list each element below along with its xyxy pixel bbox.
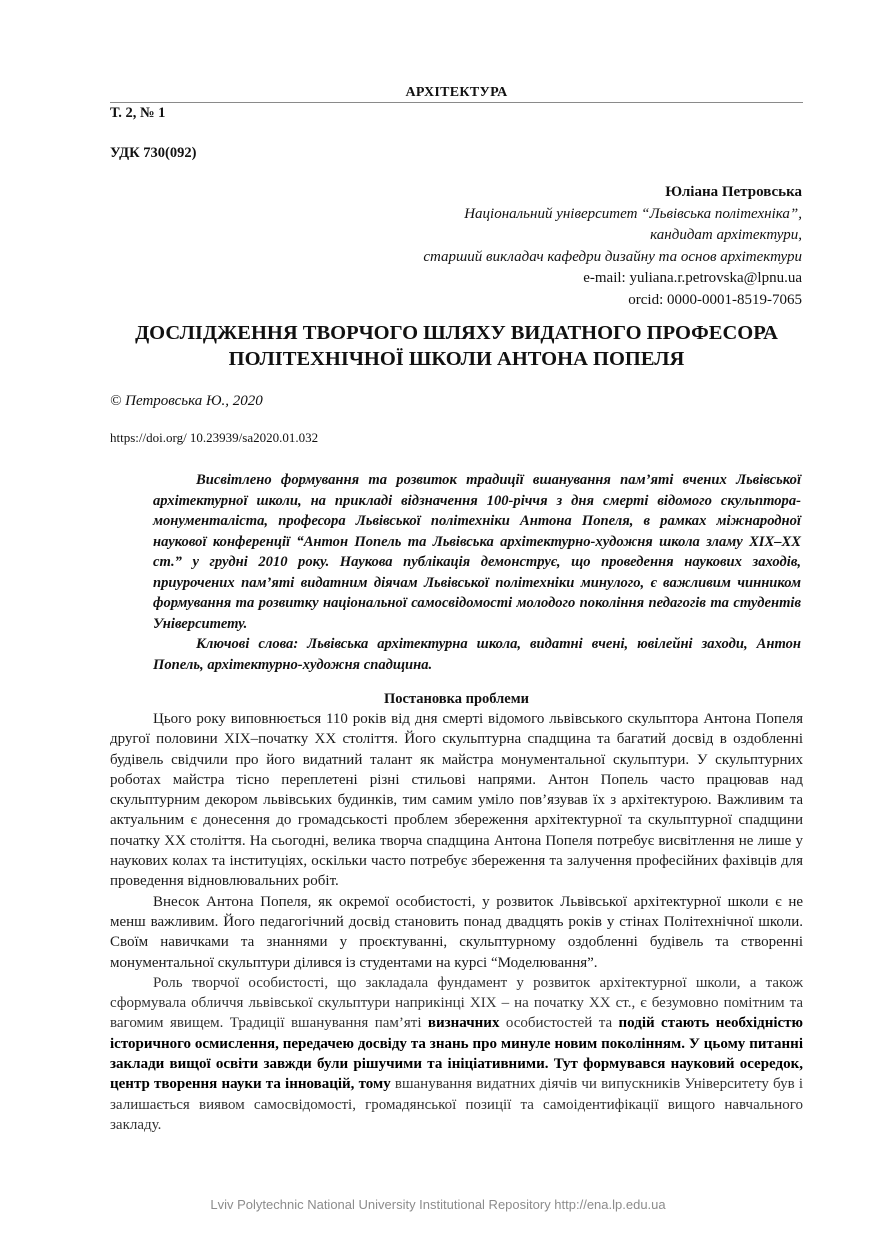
paragraph-3-part-1: Роль творчої особистості, що закладала фундамент у розвиток архітектурної школи, а також сформувала обличчя львівської скульптури наприкінці XIX – на початку XX ст., є безумовно помітним та вагомим явищем. Традиції вшанування пам’яті <box>110 974 803 1032</box>
author-orcid: orcid: 0000-0001-8519-7065 <box>628 291 802 308</box>
author-affiliation-line: Національний університет “Львівська політехніка”, <box>464 205 802 222</box>
section-heading: Постановка проблеми <box>384 691 529 707</box>
author-position-line: старший викладач кафедри дизайну та основ архітектури <box>423 248 802 265</box>
author-name: Юліана Петровська <box>665 184 802 200</box>
abstract <box>153 470 801 675</box>
paragraph-3-bold-1: визначних <box>427 1015 500 1032</box>
paragraph-1: Цього року виповнюється 110 років від дня смерті відомого львівського скульптора Антона Попеля другої половини XIX–початку XX століття. Його скульптурна спадщина та багатий досвід в оздобленні будівель свідчили про його видатний талант як майстра монументальної скульптури. У скульптурних роботах майстра тісно переплетені різні стильові напрями. Антон Попель часто працював над скульптурним декором львівських будинків, тим самим уміло пов’язував їх з архітектурою. Важливим та актуальним є донесення до громадськості проблем збереження архітектурної та скульптурної спадщини початку XX століття. На сьогодні, велика творча спадщина Антона Попеля потребує висвітлення не лише у наукових колах та інституціях, оскільки часто потребує збереження та залучення професійних фахівців для проведення відновлювальних робіт. <box>110 711 803 890</box>
article-title-line-2: ПОЛІТЕХНІЧНОЇ ШКОЛИ АНТОНА ПОПЕЛЯ <box>228 348 685 370</box>
volume-issue: Т. 2, № 1 <box>110 105 166 121</box>
paragraph-3-part-3: вшанування видатних діячів чи випускників Університету був і залишається виявом самосвідомості, громадянської позиції та самоідентифікації вищого навчального закладу. <box>110 1076 804 1133</box>
paragraph-3 <box>110 973 803 1135</box>
doi-link[interactable]: https://doi.org/ 10.23939/sa2020.01.032 <box>110 430 319 445</box>
body-text <box>110 709 803 1135</box>
author-email: e-mail: yuliana.r.petrovska@lpnu.ua <box>583 270 802 286</box>
repository-footer: Lviv Polytechnic National University Institutional Repository http://ena.lp.edu.ua <box>210 1197 666 1212</box>
keywords: Ключові слова: Львівська архітектурна школа, видатні вчені, ювілейні заходи, Антон Попель, архітектурно-художня спадщина. <box>153 636 801 673</box>
article-title <box>110 320 803 372</box>
abstract-text: Висвітлено формування та розвиток традиції вшанування пам’яті вчених Львівської архітектурної школи, на прикладі відзначення 100-річчя з дня смерті відомого скульптора-монументаліста, професора Львівської політехніки Антона Попеля, в рамках міжнародної наукової конференції “Антон Попель та Львівська архітектурно-художня школа зламу XIX–XX ст.” у грудні 2010 року. Наукова публікація демонструє, що проведення наукових заходів, приурочених пам’яті видатним діячам Львівської політехніки минулого, є важливим чинником формування та розвитку національної самосвідомості молодого покоління педагогів та студентів Університету. <box>153 472 801 632</box>
author-block <box>423 182 802 311</box>
author-degree-line: кандидат архітектури, <box>650 227 802 243</box>
paragraph-3-part-2: особистостей та <box>499 1015 619 1032</box>
article-title-line-1: ДОСЛІДЖЕННЯ ТВОРЧОГО ШЛЯХУ ВИДАТНОГО ПРОФЕСОРА <box>135 322 778 344</box>
header-divider <box>110 102 803 103</box>
udc-code: УДК 730(092) <box>110 145 197 161</box>
paragraph-2: Внесок Антона Попеля, як окремої особистості, у розвиток Львівської архітектурної школи є не менш важливим. Його педагогічний досвід становить понад двадцять років у стінах Політехнічної школи. Своїм навичками та знаннями у проєктуванні, скульптурному оздобленні будівель та створенні монументальної скульптури ділився із студентами на курсі “Моделювання”. <box>110 893 803 971</box>
paragraph-3-bold-2: подій стають необхідністю історичного осмислення, передачею досвіду та знань про минуле новим поколінням. У цьому питанні заклади вищої освіти завжди були рішучими та ініціативними. Тут формувався науковий осередок, центр творення науки та інновацій, тому <box>110 1015 803 1093</box>
journal-section-header: АРХІТЕКТУРА <box>405 85 508 100</box>
copyright-notice: © Петровська Ю., 2020 <box>110 393 263 409</box>
